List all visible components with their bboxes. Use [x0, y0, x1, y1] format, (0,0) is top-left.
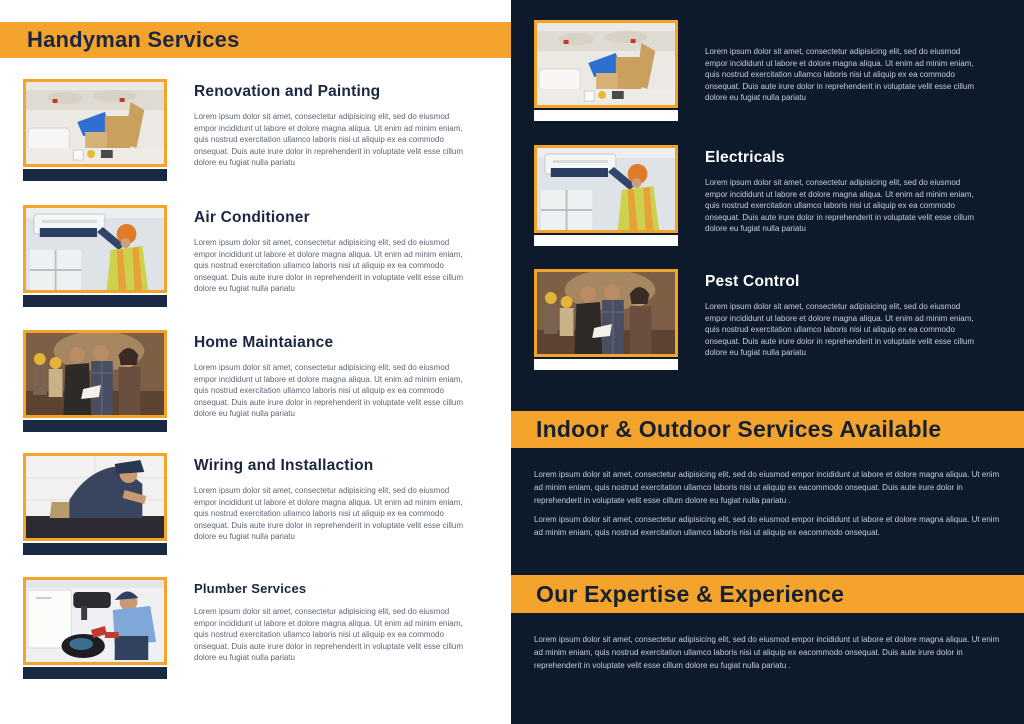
plumber-photo-image — [26, 580, 164, 662]
service-text — [194, 577, 466, 679]
photo-shadow-bar — [23, 169, 167, 181]
service-body: Lorem ipsum dolor sit amet, consectetur adipisicing elit, sed do eiusmod empor incididunt ut labore et dolore magna aliqua. Ut enim ad minim eniam, quis nostrud exercitation ullamco laboris nisi ut aliquip ex ea commodo onsequat. Duis aute irure dolor in reprehenderit in voluptate velit esse cillum dolore eu fugiat nulla pariatu — [194, 112, 464, 168]
service-body: Lorem ipsum dolor sit amet, consectetur adipisicing elit, sed do eiusmod empor incididunt ut labore et dolore magna aliqua. Ut enim ad minim eniam, quis nostrud exercitation ullamco laboris nisi ut aliquip ex ea commodo onsequat. Duis aute irure dolor in reprehenderit in voluptate velit esse cillum dolore eu fugiat nulla pariatu — [194, 238, 464, 294]
home-maintenance-photo-image — [26, 333, 164, 415]
service-item-air-conditioner — [23, 205, 466, 307]
service-title: Electricals — [705, 149, 785, 166]
page-title: Handyman Services — [27, 27, 240, 52]
service-item-pest-control — [534, 269, 977, 370]
renovation-photo-image — [26, 82, 164, 164]
photo-frame — [534, 20, 678, 121]
service-item-electricals — [534, 145, 977, 246]
photo-frame — [23, 205, 167, 307]
service-body: Lorem ipsum dolor sit amet, consectetur adipisicing elit, sed do eiusmod empor incididunt ut labore et dolore magna aliqua. Ut enim ad minim eniam, quis nostrud exercitation ullamco laboris nisi ut aliquip ex ea commodo onsequat. Duis aute irure dolor in reprehenderit in voluptate velit esse cillum dolore eu fugiat nulla pariatu — [194, 486, 464, 542]
banner-paragraph: Lorem ipsum dolor sit amet, consectetur adipisicing elit, sed do eiusmod empor incididunt ut labore et dolore magna aliqua. Ut enim ad minim eniam, quis nostrud exercitation ullamco laboris nisi ut aliquip ex eacommodo onsequat. — [534, 515, 1000, 537]
page-title-bar — [0, 22, 511, 58]
photo-highlight-bar — [534, 359, 678, 370]
air-conditioner-photo — [23, 205, 167, 293]
photo-frame — [534, 269, 678, 370]
service-body: Lorem ipsum dolor sit amet, consectetur adipisicing elit, sed do eiusmod empor incididunt ut labore et dolore magna aliqua. Ut enim ad minim eniam, quis nostrud exercitation ullamco laboris nisi ut aliquip ex ea commodo onsequat. Duis aute irure dolor in reprehenderit in voluptate velit esse cillum dolore eu fugiat nulla pariatu — [705, 178, 975, 234]
renovation-photo-image — [537, 23, 675, 105]
air-conditioner-photo — [534, 145, 678, 233]
service-title: Pest Control — [705, 273, 800, 290]
service-text — [194, 205, 466, 307]
service-body: Lorem ipsum dolor sit amet, consectetur adipisicing elit, sed do eiusmod empor incididunt ut labore et dolore magna aliqua. Ut enim ad minim eniam, quis nostrud exercitation ullamco laboris nisi ut aliquip ex ea commodo onsequat. Duis aute irure dolor in reprehenderit in voluptate velit esse cillum dolore eu fugiat nulla pariatu — [705, 302, 975, 358]
renovation-photo — [534, 20, 678, 108]
service-body: Lorem ipsum dolor sit amet, consectetur adipisicing elit, sed do eiusmod empor incididunt ut labore et dolore magna aliqua. Ut enim ad minim eniam, quis nostrud exercitation ullamco laboris nisi ut aliquip ex ea commodo onsequat. Duis aute irure dolor in reprehenderit in voluptate velit esse cillum dolore eu fugiat nulla pariatu — [194, 607, 464, 663]
left-panel — [0, 0, 511, 724]
right-panel — [511, 0, 1024, 724]
home-maintenance-photo — [534, 269, 678, 357]
service-item-renovation — [23, 79, 466, 181]
air-conditioner-photo-image — [537, 148, 675, 230]
photo-shadow-bar — [23, 667, 167, 679]
wiring-photo — [23, 453, 167, 541]
service-item-home-maintenance — [23, 330, 466, 432]
service-text — [194, 79, 466, 181]
service-text — [194, 453, 466, 555]
air-conditioner-photo-image — [26, 208, 164, 290]
photo-frame — [23, 577, 167, 679]
photo-highlight-bar — [534, 110, 678, 121]
service-body: Lorem ipsum dolor sit amet, consectetur adipisicing elit, sed do eiusmod empor incididunt ut labore et dolore magna aliqua. Ut enim ad minim eniam, quis nostrud exercitation ullamco laboris nisi ut aliquip ex ea commodo onsequat. Duis aute irure dolor in reprehenderit in voluptate velit esse cillum dolore eu fugiat nulla pariatu — [705, 47, 975, 103]
banner-title: Indoor & Outdoor Services Available — [536, 416, 942, 442]
service-item-wiring — [23, 453, 466, 555]
plumber-photo — [23, 577, 167, 665]
service-item-renovation-right — [534, 20, 977, 121]
banner-paragraph: Lorem ipsum dolor sit amet, consectetur adipisicing elit, sed do eiusmod empor incididunt ut labore et dolore magna aliqua. Ut enim ad minim eniam, quis nostrud exercitation ullamco laboris nisi ut aliquip ex eacommodo onsequat. Duis aute irure dolor in reprehenderit in voluptate velit esse cillum dolore eu fugiat nulla pariatu . — [534, 470, 1000, 505]
service-text — [705, 145, 977, 246]
service-title: Plumber Services — [194, 581, 307, 596]
photo-shadow-bar — [23, 543, 167, 555]
service-title: Wiring and Installaction — [194, 457, 374, 474]
renovation-photo — [23, 79, 167, 167]
photo-frame — [534, 145, 678, 246]
service-text — [705, 20, 977, 121]
photo-shadow-bar — [23, 420, 167, 432]
banner-indoor-outdoor — [511, 411, 1024, 448]
banner-expertise — [511, 575, 1024, 613]
banner-paragraph: Lorem ipsum dolor sit amet, consectetur adipisicing elit, sed do eiusmod empor incididunt ut labore et dolore magna aliqua. Ut enim ad minim eniam, quis nostrud exercitation ullamco laboris nisi ut aliquip ex eacommodo onsequat. Duis aute irure dolor in reprehenderit in voluptate velit esse cillum dolore eu fugiat nulla pariatu . — [534, 635, 1000, 670]
photo-highlight-bar — [534, 235, 678, 246]
wiring-photo-image — [26, 456, 164, 538]
service-body: Lorem ipsum dolor sit amet, consectetur adipisicing elit, sed do eiusmod empor incididunt ut labore et dolore magna aliqua. Ut enim ad minim eniam, quis nostrud exercitation ullamco laboris nisi ut aliquip ex ea commodo onsequat. Duis aute irure dolor in reprehenderit in voluptate velit esse cillum dolore eu fugiat nulla pariatu — [194, 363, 464, 419]
photo-frame — [23, 79, 167, 181]
photo-shadow-bar — [23, 295, 167, 307]
service-text — [705, 269, 977, 370]
photo-frame — [23, 453, 167, 555]
service-title: Air Conditioner — [194, 209, 310, 226]
service-title: Renovation and Painting — [194, 83, 381, 100]
home-maintenance-photo-image — [537, 272, 675, 354]
service-text — [194, 330, 466, 432]
home-maintenance-photo — [23, 330, 167, 418]
service-title: Home Maintaiance — [194, 334, 334, 351]
photo-frame — [23, 330, 167, 432]
banner-title: Our Expertise & Experience — [536, 580, 845, 607]
service-item-plumber — [23, 577, 466, 679]
